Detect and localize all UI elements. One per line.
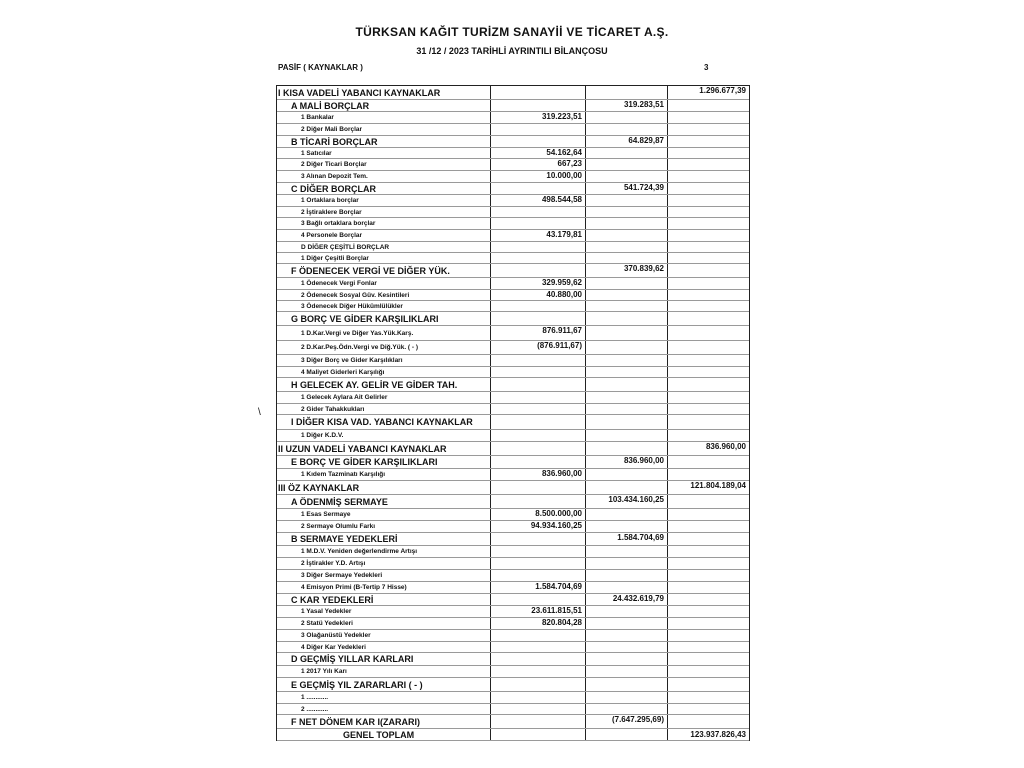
amount-detail	[490, 495, 585, 508]
table-row	[277, 341, 749, 355]
amount-detail	[490, 704, 585, 714]
amount-subtotal: 370.839,62	[585, 264, 667, 277]
amount-subtotal: (7.647.295,69)	[585, 715, 667, 728]
amount-total	[667, 704, 749, 714]
row-label: 1 ............	[301, 694, 329, 701]
amount-total	[667, 456, 749, 468]
row-label: 2 Sermaye Olumlu Farkı	[301, 523, 376, 530]
amount-total	[667, 253, 749, 263]
table-row	[277, 729, 749, 741]
amount-total	[667, 594, 749, 605]
amount-total: 1.296.677,39	[667, 86, 749, 99]
row-label: 2 Diğer Mali Borçlar	[301, 126, 363, 133]
page-number: 3	[704, 63, 709, 72]
table-row	[277, 392, 749, 404]
amount-total	[667, 606, 749, 617]
amount-total	[667, 207, 749, 217]
amount-subtotal	[585, 481, 667, 494]
amount-detail	[490, 692, 585, 703]
row-label: 1 Diğer Çeşitli Borçlar	[301, 254, 369, 262]
amount-subtotal	[585, 278, 667, 289]
amount-total	[667, 618, 749, 629]
table-row	[277, 430, 749, 442]
amount-subtotal	[585, 653, 667, 665]
row-label: 3 Bağlı ortaklara borçlar	[301, 220, 376, 227]
amount-total	[667, 301, 749, 311]
row-label: 2 İştiraklere Borçlar	[301, 208, 362, 216]
amount-detail	[490, 430, 585, 441]
amount-detail	[490, 355, 585, 366]
amount-subtotal	[585, 242, 667, 252]
row-label: III ÖZ KAYNAKLAR	[278, 482, 360, 493]
amount-total	[667, 509, 749, 520]
amount-detail	[490, 367, 585, 377]
table-row	[277, 242, 749, 253]
row-label: 4 Emisyon Primi (B-Tertip 7 Hisse)	[301, 584, 407, 591]
amount-total	[667, 242, 749, 252]
section-heading: PASİF ( KAYNAKLAR )	[278, 63, 363, 72]
amount-total	[667, 558, 749, 569]
row-label: 2 Ödenecek Sosyal Güv. Kesintileri	[301, 291, 410, 299]
row-label: H GELECEK AY. GELİR VE GİDER TAH.	[291, 379, 458, 390]
row-label: 1 Yasal Yedekler	[301, 608, 352, 615]
amount-subtotal	[585, 570, 667, 581]
row-label: 2 ............	[301, 705, 329, 713]
amount-detail	[490, 415, 585, 429]
amount-detail	[490, 630, 585, 641]
row-label: 2 Statü Yedekleri	[301, 620, 353, 627]
row-label: 2 İştirakler Y.D. Artışı	[301, 560, 366, 567]
row-label: 1 Bankalar	[301, 114, 334, 121]
amount-subtotal	[585, 312, 667, 325]
amount-subtotal	[585, 521, 667, 532]
table-row	[277, 570, 749, 582]
amount-subtotal: 836.960,00	[585, 456, 667, 468]
row-label: 2 D.Kar.Peş.Ödn.Vergi ve Diğ.Yük. ( - )	[301, 344, 419, 351]
amount-detail: 836.960,00	[490, 469, 585, 480]
amount-detail	[490, 378, 585, 391]
amount-total	[667, 124, 749, 135]
report-subtitle: 31 /12 / 2023 TARİHLİ AYRINTILI BİLANÇOSU	[416, 46, 608, 56]
table-row	[277, 678, 749, 692]
table-row	[277, 509, 749, 521]
amount-total	[667, 642, 749, 652]
amount-detail	[490, 404, 585, 414]
amount-total	[667, 312, 749, 325]
amount-subtotal: 103.434.160,25	[585, 495, 667, 508]
amount-total	[667, 367, 749, 377]
amount-total	[667, 570, 749, 581]
row-label: F ÖDENECEK VERGİ VE DİĞER YÜK.	[291, 265, 450, 276]
row-label: 4 Maliyet Giderleri Karşılığı	[301, 368, 385, 376]
row-label: A ÖDENMİŞ SERMAYE	[291, 496, 388, 507]
amount-subtotal	[585, 442, 667, 455]
amount-total	[667, 692, 749, 703]
row-label: 2 Gider Tahakkukları	[301, 405, 365, 413]
row-label: 1 M.D.V. Yeniden değerlendirme Artışı	[301, 548, 418, 555]
amount-detail	[490, 86, 585, 99]
amount-total: 836.960,00	[667, 442, 749, 455]
table-row	[277, 171, 749, 183]
amount-subtotal	[585, 253, 667, 263]
amount-detail	[490, 253, 585, 263]
amount-detail	[490, 312, 585, 325]
row-label: E BORÇ VE GİDER KARŞILIKLARI	[291, 457, 438, 467]
amount-total	[667, 195, 749, 206]
amount-detail: 319.223,51	[490, 112, 585, 123]
amount-detail	[490, 124, 585, 135]
table-row	[277, 230, 749, 242]
amount-subtotal	[585, 124, 667, 135]
table-row	[277, 606, 749, 618]
amount-total: 123.937.826,43	[667, 729, 749, 740]
amount-subtotal	[585, 630, 667, 641]
row-label: 3 Ödenecek Diğer Hükümlülükler	[301, 302, 403, 310]
amount-detail	[490, 558, 585, 569]
amount-total	[667, 355, 749, 366]
amount-detail: 498.544,58	[490, 195, 585, 206]
amount-subtotal	[585, 430, 667, 441]
table-row	[277, 653, 749, 666]
table-row	[277, 546, 749, 558]
table-row	[277, 594, 749, 606]
row-label: 3 Alınan Depozit Tem.	[301, 173, 368, 180]
amount-total	[667, 136, 749, 147]
amount-total: 121.804.189,04	[667, 481, 749, 494]
table-row	[277, 456, 749, 469]
amount-detail: 23.611.815,51	[490, 606, 585, 617]
amount-detail	[490, 481, 585, 494]
amount-detail: 54.162,64	[490, 148, 585, 158]
amount-detail: 43.179,81	[490, 230, 585, 241]
amount-total	[667, 218, 749, 229]
amount-total	[667, 230, 749, 241]
table-row	[277, 558, 749, 570]
row-label: 3 Diğer Sermaye Yedekleri	[301, 572, 383, 579]
amount-subtotal	[585, 86, 667, 99]
row-label: I KISA VADELİ YABANCI KAYNAKLAR	[278, 87, 441, 98]
table-row	[277, 692, 749, 704]
row-label: 1 Esas Sermaye	[301, 511, 351, 518]
amount-subtotal	[585, 666, 667, 677]
row-label: II UZUN VADELİ YABANCI KAYNAKLAR	[278, 443, 447, 454]
table-row	[277, 521, 749, 533]
amount-detail: 10.000,00	[490, 171, 585, 182]
amount-detail	[490, 301, 585, 311]
amount-detail: 667,23	[490, 159, 585, 170]
row-label: G BORÇ VE GİDER KARŞILIKLARI	[291, 313, 439, 324]
amount-total	[667, 653, 749, 665]
amount-detail	[490, 546, 585, 557]
amount-detail: 329.959,62	[490, 278, 585, 289]
amount-detail	[490, 100, 585, 111]
amount-total	[667, 415, 749, 429]
table-row	[277, 642, 749, 653]
table-row	[277, 704, 749, 715]
amount-total	[667, 430, 749, 441]
row-label: 1 2017 Yılı Karı	[301, 668, 347, 675]
amount-total	[667, 546, 749, 557]
amount-total	[667, 159, 749, 170]
amount-subtotal	[585, 509, 667, 520]
amount-detail	[490, 392, 585, 403]
table-row	[277, 495, 749, 509]
row-label: 3 Diğer Borç ve Gider Karşılıkları	[301, 357, 403, 364]
amount-total	[667, 278, 749, 289]
row-label: 1 D.Kar.Vergi ve Diğer Yas.Yük.Karş.	[301, 329, 414, 337]
amount-detail	[490, 456, 585, 468]
amount-subtotal: 1.584.704,69	[585, 533, 667, 545]
amount-total	[667, 392, 749, 403]
row-label: 1 Ödenecek Vergi Fonlar	[301, 280, 377, 287]
table-row	[277, 253, 749, 264]
amount-total	[667, 404, 749, 414]
amount-total	[667, 495, 749, 508]
table-row	[277, 148, 749, 159]
table-row	[277, 100, 749, 112]
row-label: B SERMAYE YEDEKLERİ	[291, 534, 398, 544]
amount-subtotal	[585, 704, 667, 714]
amount-subtotal: 64.829,87	[585, 136, 667, 147]
amount-subtotal	[585, 582, 667, 593]
table-row	[277, 136, 749, 148]
amount-detail: 94.934.160,25	[490, 521, 585, 532]
amount-subtotal	[585, 642, 667, 652]
table-row	[277, 264, 749, 278]
amount-total	[667, 666, 749, 677]
amount-total	[667, 326, 749, 340]
amount-subtotal	[585, 678, 667, 691]
amount-detail: (876.911,67)	[490, 341, 585, 354]
row-label: F NET DÖNEM KAR I(ZARARI)	[291, 716, 420, 727]
amount-subtotal: 319.283,51	[585, 100, 667, 111]
amount-detail	[490, 570, 585, 581]
amount-total	[667, 678, 749, 691]
row-label: E GEÇMİŞ YIL ZARARLARI ( - )	[291, 679, 423, 690]
amount-subtotal	[585, 341, 667, 354]
row-label: 1 Gelecek Aylara Ait Gelirler	[301, 394, 388, 401]
amount-subtotal	[585, 301, 667, 311]
row-label: 3 Olağanüstü Yedekler	[301, 632, 371, 639]
amount-total	[667, 533, 749, 545]
table-row	[277, 367, 749, 378]
amount-detail	[490, 264, 585, 277]
row-label: 4 Personele Borçlar	[301, 232, 363, 239]
table-row	[277, 582, 749, 594]
amount-detail: 8.500.000,00	[490, 509, 585, 520]
amount-total	[667, 341, 749, 354]
amount-detail	[490, 678, 585, 691]
amount-detail	[490, 533, 585, 545]
amount-detail	[490, 207, 585, 217]
amount-detail: 876.911,67	[490, 326, 585, 340]
amount-detail	[490, 666, 585, 677]
amount-detail	[490, 218, 585, 229]
table-row	[277, 183, 749, 195]
amount-total	[667, 171, 749, 182]
row-label: GENEL TOPLAM	[343, 729, 415, 740]
table-row	[277, 533, 749, 546]
amount-subtotal	[585, 207, 667, 217]
amount-subtotal	[585, 469, 667, 480]
table-row	[277, 290, 749, 301]
amount-total	[667, 630, 749, 641]
amount-subtotal	[585, 148, 667, 158]
table-row	[277, 378, 749, 392]
row-label: C DİĞER BORÇLAR	[291, 183, 376, 194]
amount-total	[667, 469, 749, 480]
table-row	[277, 469, 749, 481]
table-row	[277, 618, 749, 630]
amount-subtotal	[585, 159, 667, 170]
balance-sheet-table	[276, 85, 750, 741]
amount-subtotal	[585, 692, 667, 703]
amount-subtotal	[585, 171, 667, 182]
amount-subtotal	[585, 378, 667, 391]
row-label: 1 Kıdem Tazminatı Karşılığı	[301, 471, 386, 478]
amount-detail	[490, 442, 585, 455]
amount-subtotal: 541.724,39	[585, 183, 667, 194]
row-label: 2 Diğer Ticari Borçlar	[301, 161, 367, 168]
amount-total	[667, 100, 749, 111]
table-row	[277, 207, 749, 218]
amount-subtotal	[585, 367, 667, 377]
row-label: B TİCARİ BORÇLAR	[291, 136, 378, 147]
table-row	[277, 326, 749, 341]
amount-subtotal	[585, 218, 667, 229]
table-row	[277, 415, 749, 430]
row-label: 4 Diğer Kar Yedekleri	[301, 643, 366, 651]
amount-subtotal	[585, 326, 667, 340]
amount-total	[667, 148, 749, 158]
row-label: 1 Ortaklara borçlar	[301, 197, 359, 204]
company-title: TÜRKSAN KAĞIT TURİZM SANAYİİ VE TİCARET A.Ş.	[355, 25, 669, 39]
table-row	[277, 112, 749, 124]
amount-subtotal	[585, 112, 667, 123]
table-row	[277, 666, 749, 678]
row-label: D DİĞER ÇEŞİTLİ BORÇLAR	[301, 243, 390, 251]
amount-total	[667, 521, 749, 532]
amount-detail	[490, 136, 585, 147]
table-row	[277, 301, 749, 312]
amount-detail	[490, 242, 585, 252]
amount-detail	[490, 653, 585, 665]
amount-detail	[490, 183, 585, 194]
amount-subtotal	[585, 290, 667, 300]
amount-subtotal: 24.432.619,79	[585, 594, 667, 605]
row-label: D GEÇMİŞ YILLAR KARLARI	[291, 654, 414, 664]
amount-detail	[490, 715, 585, 728]
amount-subtotal	[585, 558, 667, 569]
amount-subtotal	[585, 195, 667, 206]
table-row	[277, 630, 749, 642]
table-row	[277, 159, 749, 171]
amount-detail: 1.584.704,69	[490, 582, 585, 593]
row-label: A MALİ BORÇLAR	[291, 100, 370, 111]
table-row	[277, 312, 749, 326]
amount-subtotal	[585, 618, 667, 629]
amount-detail: 40.880,00	[490, 290, 585, 300]
amount-subtotal	[585, 404, 667, 414]
table-row	[277, 86, 749, 100]
row-label: I DİĞER KISA VAD. YABANCI KAYNAKLAR	[291, 417, 473, 427]
amount-total	[667, 183, 749, 194]
table-row	[277, 278, 749, 290]
amount-subtotal	[585, 729, 667, 740]
row-label: 1 Diğer K.D.V.	[301, 432, 344, 439]
row-label: C KAR YEDEKLERİ	[291, 594, 374, 605]
amount-subtotal	[585, 355, 667, 366]
amount-total	[667, 112, 749, 123]
amount-total	[667, 715, 749, 728]
table-row	[277, 442, 749, 456]
amount-detail: 820.804,28	[490, 618, 585, 629]
amount-total	[667, 290, 749, 300]
amount-subtotal	[585, 415, 667, 429]
amount-total	[667, 264, 749, 277]
row-label: 1 Satıcılar	[301, 149, 332, 157]
table-row	[277, 355, 749, 367]
amount-detail	[490, 642, 585, 652]
amount-total	[667, 378, 749, 391]
amount-subtotal	[585, 392, 667, 403]
table-row	[277, 218, 749, 230]
table-row	[277, 715, 749, 729]
amount-total	[667, 582, 749, 593]
table-row	[277, 481, 749, 495]
amount-subtotal	[585, 606, 667, 617]
table-row	[277, 195, 749, 207]
table-row	[277, 404, 749, 415]
amount-subtotal	[585, 546, 667, 557]
amount-subtotal	[585, 230, 667, 241]
amount-detail	[490, 594, 585, 605]
table-row	[277, 124, 749, 136]
stray-mark: \	[258, 407, 261, 418]
amount-detail	[490, 729, 585, 740]
